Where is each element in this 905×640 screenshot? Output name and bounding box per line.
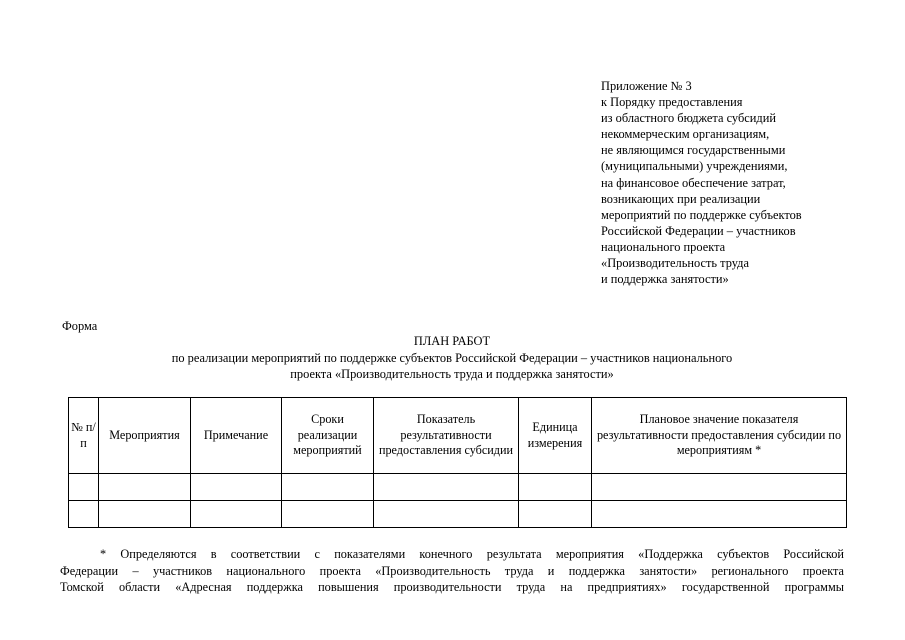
appendix-line: (муниципальными) учреждениями, <box>601 159 788 174</box>
table-cell <box>69 501 99 528</box>
table-cell <box>99 474 191 501</box>
appendix-line: из областного бюджета субсидий <box>601 111 776 126</box>
table-cell <box>99 501 191 528</box>
table-header-row <box>69 398 847 474</box>
table-cell <box>519 474 592 501</box>
appendix-line: к Порядку предоставления <box>601 95 743 110</box>
column-header-deadlines: Сроки реализации мероприятий <box>282 398 374 474</box>
table-cell <box>191 474 282 501</box>
column-header-number: № п/п <box>69 398 99 474</box>
table-cell <box>592 474 847 501</box>
table-cell <box>191 501 282 528</box>
appendix-line: Российской Федерации – участников <box>601 223 796 238</box>
plan-table <box>68 397 847 528</box>
appendix-line: не являющимся государственными <box>601 143 786 158</box>
table-cell <box>282 501 374 528</box>
table-cell <box>282 474 374 501</box>
appendix-line: национального проекта <box>601 239 726 254</box>
form-label: Форма <box>62 319 98 333</box>
appendix-line: мероприятий по поддержке субъектов <box>601 207 802 222</box>
appendix-line: на финансовое обеспечение затрат, <box>601 175 786 190</box>
footnote-line: * Определяются в соответствии с показателями конечного результата мероприятия «Поддержка субъектов Российской <box>100 547 844 561</box>
appendix-line: некоммерческим организациям, <box>601 127 770 142</box>
table-cell <box>592 501 847 528</box>
footnote <box>60 546 844 596</box>
appendix-line: и поддержка занятости» <box>601 272 729 287</box>
footnote-line: Федерации – участников национального проекта «Производительность труда и поддержка занятости» регионального проекта <box>60 563 844 578</box>
appendix-line: «Производительность труда <box>601 256 749 271</box>
column-header-planned-value: Плановое значение показателя результативности предоставления субсидии по мероприятиям * <box>592 398 847 474</box>
column-header-unit: Единица измерения <box>519 398 592 474</box>
title-heading: ПЛАН РАБОТ <box>413 334 491 348</box>
column-header-indicator: Показатель результативности предоставления субсидии <box>374 398 519 474</box>
appendix-line: Приложение № 3 <box>601 79 692 93</box>
column-header-note: Примечание <box>191 398 282 474</box>
table-row <box>69 474 847 501</box>
title-line: по реализации мероприятий по поддержке субъектов Российской Федерации – участников национального <box>171 350 733 365</box>
table-row <box>69 501 847 528</box>
title-line: проекта «Производительность труда и поддержка занятости» <box>290 367 614 381</box>
footnote-line: Томской области «Адресная поддержка повышения производительности труда на предприятиях» государственной программы <box>60 580 844 595</box>
appendix-block <box>601 78 891 287</box>
table-cell <box>374 501 519 528</box>
appendix-line: возникающих при реализации <box>601 191 761 206</box>
table-cell <box>374 474 519 501</box>
table-cell <box>69 474 99 501</box>
document-title <box>60 333 844 383</box>
table-cell <box>519 501 592 528</box>
column-header-activities: Мероприятия <box>99 398 191 474</box>
